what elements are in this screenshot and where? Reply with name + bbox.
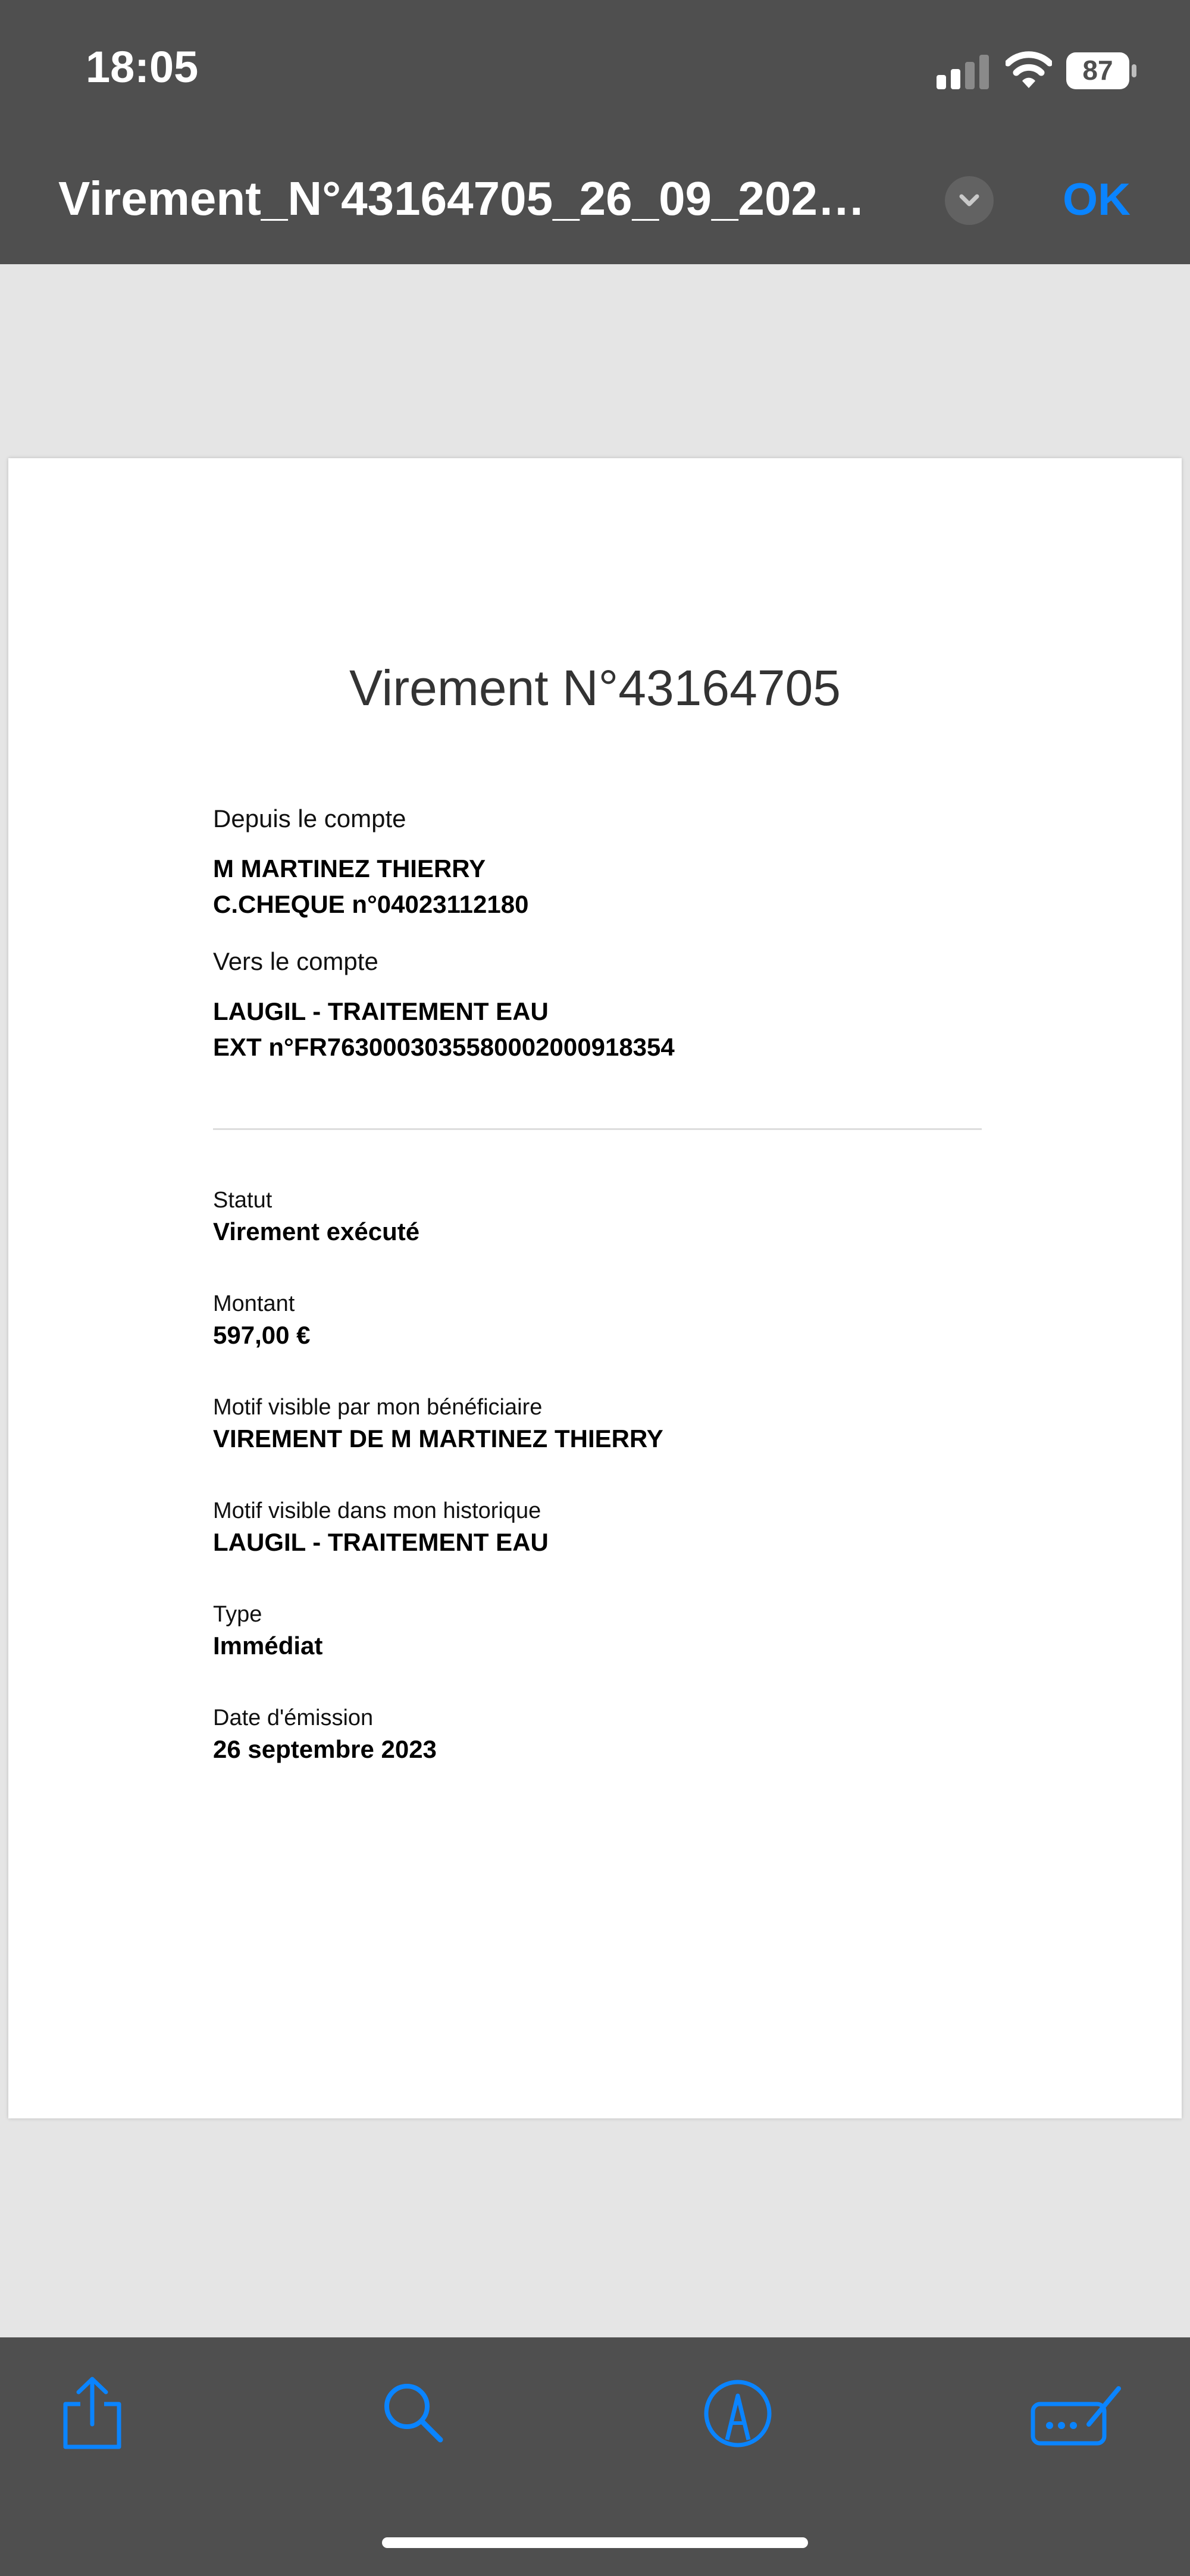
edit-signature-icon[interactable]: [1029, 2383, 1125, 2448]
to-account-number: EXT n°FR7630003035580002000918354: [213, 1033, 675, 1061]
amount-value: 597,00 €: [213, 1321, 311, 1349]
type-label: Type: [213, 1602, 262, 1627]
to-account-label: Vers le compte: [213, 947, 378, 975]
issue-date-label: Date d'émission: [213, 1705, 374, 1730]
markup-icon[interactable]: [702, 2378, 774, 2449]
from-account-name: M MARTINEZ THIERRY: [213, 855, 486, 882]
type-value: Immédiat: [213, 1632, 323, 1660]
beneficiary-reason-value: VIREMENT DE M MARTINEZ THIERRY: [213, 1425, 663, 1453]
home-indicator: [382, 2537, 808, 2548]
wifi-icon: [1006, 49, 1052, 90]
share-icon[interactable]: [60, 2374, 125, 2452]
battery-level: 87: [1082, 55, 1113, 86]
battery-icon: [1065, 51, 1139, 90]
document-title: Virement N°43164705: [349, 660, 841, 716]
from-account-label: Depuis le compte: [213, 805, 406, 832]
history-reason-label: Motif visible dans mon historique: [213, 1498, 541, 1523]
cellular-signal-icon: [937, 54, 990, 89]
ok-button[interactable]: OK: [1063, 174, 1130, 225]
amount-label: Montant: [213, 1291, 295, 1316]
chevron-down-icon: [945, 176, 994, 225]
section-divider: [213, 1128, 982, 1130]
history-reason-value: LAUGIL - TRAITEMENT EAU: [213, 1528, 549, 1556]
status-label: Statut: [213, 1188, 273, 1213]
search-icon[interactable]: [381, 2380, 446, 2446]
status-value: Virement exécuté: [213, 1217, 420, 1245]
from-account-number: C.CHEQUE n°04023112180: [213, 890, 529, 918]
to-account-name: LAUGIL - TRAITEMENT EAU: [213, 997, 549, 1025]
file-name-title[interactable]: Virement_N°43164705_26_09_202…: [58, 172, 866, 225]
status-time: 18:05: [86, 42, 199, 92]
issue-date-value: 26 septembre 2023: [213, 1735, 437, 1763]
beneficiary-reason-label: Motif visible par mon bénéficiaire: [213, 1395, 543, 1420]
file-options-button[interactable]: [945, 176, 994, 225]
